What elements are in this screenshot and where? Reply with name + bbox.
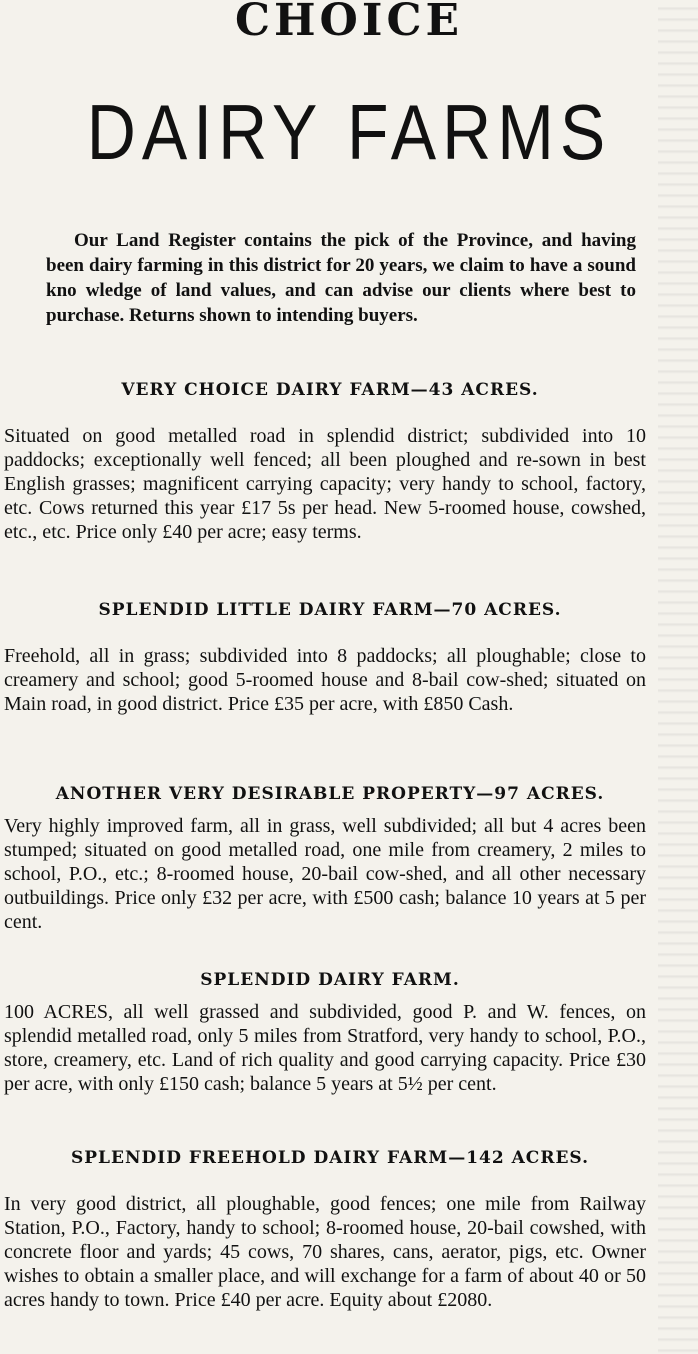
- listing-body: In very good district, all ploughable, good fences; one mile from Railway Station, P.O., Factory, handy to school; 8-roomed house, 20-bail cowshed, with concrete floor and yards; 45 cows, 70 shares, cans, aerator, pigs, etc. Owner wishes to obtain a smaller place, and will exchange for a farm of about 40 or 50 acres handy to town. Price £40 per acre. Equity about £2080.: [4, 1193, 646, 1311]
- listing-heading: VERY CHOICE DAIRY FARM—43 ACRES.: [121, 380, 539, 400]
- ad-kicker: CHOICE: [234, 0, 464, 46]
- listing-heading: SPLENDID FREEHOLD DAIRY FARM—142 ACRES.: [70, 1148, 589, 1168]
- listing-heading: SPLENDID LITTLE DAIRY FARM—70 ACRES.: [98, 600, 562, 620]
- intro-paragraph: Our Land Register contains the pick of the Province, and having been dairy farming in this district for 20 years, we claim to have a sound kno wledge of land values, and can advise our clients where best to purchase. Returns shown to intending buyers.: [46, 230, 636, 326]
- ad-title: DAIRY FARMS: [86, 88, 612, 176]
- listing-heading: SPLENDID DAIRY FARM.: [200, 970, 460, 990]
- listing-body: Freehold, all in grass; subdivided into 8 paddocks; all ploughable; close to creamery and school; good 5-roomed house and 8-bail cow-shed; situated on Main road, in good district. Price £35 per acre, with £850 Cash.: [4, 645, 646, 715]
- listing-heading: ANOTHER VERY DESIRABLE PROPERTY—97 ACRES.: [55, 784, 605, 804]
- listing-body: Very highly improved farm, all in grass, well subdivided; all but 4 acres been stumped; situated on good metalled road, one mile from creamery, 2 miles to school, P.O., etc.; 8-roomed house, 20-bail cow-shed, and all other necessary outbuildings. Price only £32 per acre, with £500 cash; balance 10 years at 5 per cent.: [4, 815, 646, 933]
- listing-body: 100 ACRES, all well grassed and subdivided, good P. and W. fences, on splendid metalled road, only 5 miles from Stratford, very handy to school, P.O., store, creamery, etc. Land of rich quality and good carrying capacity. Price £30 per acre, with only £150 cash; balance 5 years at 5½ per cent.: [4, 1001, 646, 1095]
- scan-edge-noise: [658, 0, 698, 1354]
- listing-body: Situated on good metalled road in splendid district; subdivided into 10 paddocks; exceptionally well fenced; all been ploughed and re-sown in best English grasses; magnificent carrying capacity; very handy to school, factory, etc. Cows returned this year £17 5s per head. New 5-roomed house, cowshed, etc., etc. Price only £40 per acre; easy terms.: [4, 425, 646, 543]
